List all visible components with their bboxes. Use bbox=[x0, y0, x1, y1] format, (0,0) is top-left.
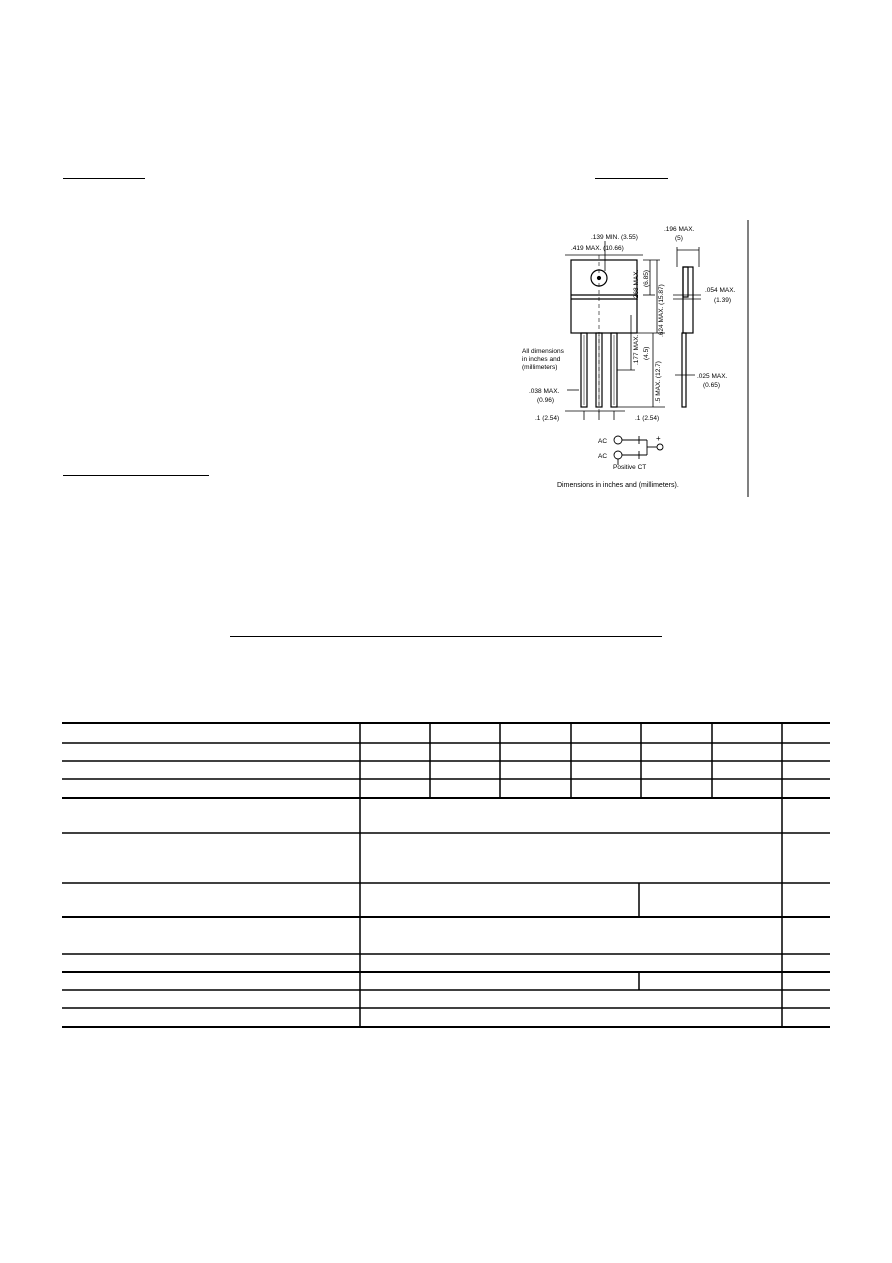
schematic-plus: + bbox=[656, 434, 661, 443]
dim-body-low: .177 MAX. bbox=[633, 334, 640, 365]
dimensions-note-line: (millimeters) bbox=[522, 364, 558, 371]
dim-body-low-mm: (4.5) bbox=[643, 346, 650, 360]
dim-pitch-left: .1 (2.54) bbox=[535, 415, 560, 422]
dim-hole: .139 MIN. (3.55) bbox=[591, 234, 638, 241]
section-heading-rule-mid bbox=[63, 475, 209, 476]
dim-body-height: .624 MAX. (15.87) bbox=[658, 284, 665, 337]
dimensions-note-line: All dimensions bbox=[522, 348, 564, 355]
dim-pitch-right: .1 (2.54) bbox=[635, 415, 660, 422]
dim-lead-width: .038 MAX. bbox=[529, 388, 560, 395]
dim-tab-thick-mm: (1.39) bbox=[714, 297, 731, 304]
side-view bbox=[673, 247, 701, 407]
section-heading-rule-left bbox=[63, 178, 145, 179]
dim-lead-length: .5 MAX. (12.7) bbox=[655, 361, 662, 403]
package-outline-drawing bbox=[505, 215, 755, 500]
table-title-rule bbox=[230, 636, 662, 637]
front-dimension-lines bbox=[565, 241, 665, 420]
front-view bbox=[571, 255, 637, 415]
dim-tab-thick: .054 MAX. bbox=[705, 287, 736, 294]
schematic-ac-bottom: AC bbox=[598, 453, 608, 460]
dim-lead-width-mm: (0.96) bbox=[537, 397, 554, 404]
dim-lead-thick-mm: (0.65) bbox=[703, 382, 720, 389]
schematic-ac-top: AC bbox=[598, 438, 608, 445]
ratings-table bbox=[62, 722, 830, 1028]
dim-tab-height-mm: (6.85) bbox=[643, 270, 650, 287]
dim-thickness-mm: (5) bbox=[675, 235, 683, 242]
dim-thickness: .196 MAX. bbox=[664, 226, 695, 233]
dim-tab-height: .268 MAX. bbox=[633, 269, 640, 300]
section-heading-rule-right bbox=[595, 178, 668, 179]
schematic-caption: Positive CT bbox=[613, 464, 647, 471]
drawing-caption: Dimensions in inches and (millimeters). bbox=[557, 482, 679, 489]
dimensions-note-line: in inches and bbox=[522, 356, 561, 363]
dim-width: .419 MAX. (10.66) bbox=[571, 245, 624, 252]
dim-lead-thick: .025 MAX. bbox=[697, 373, 728, 380]
